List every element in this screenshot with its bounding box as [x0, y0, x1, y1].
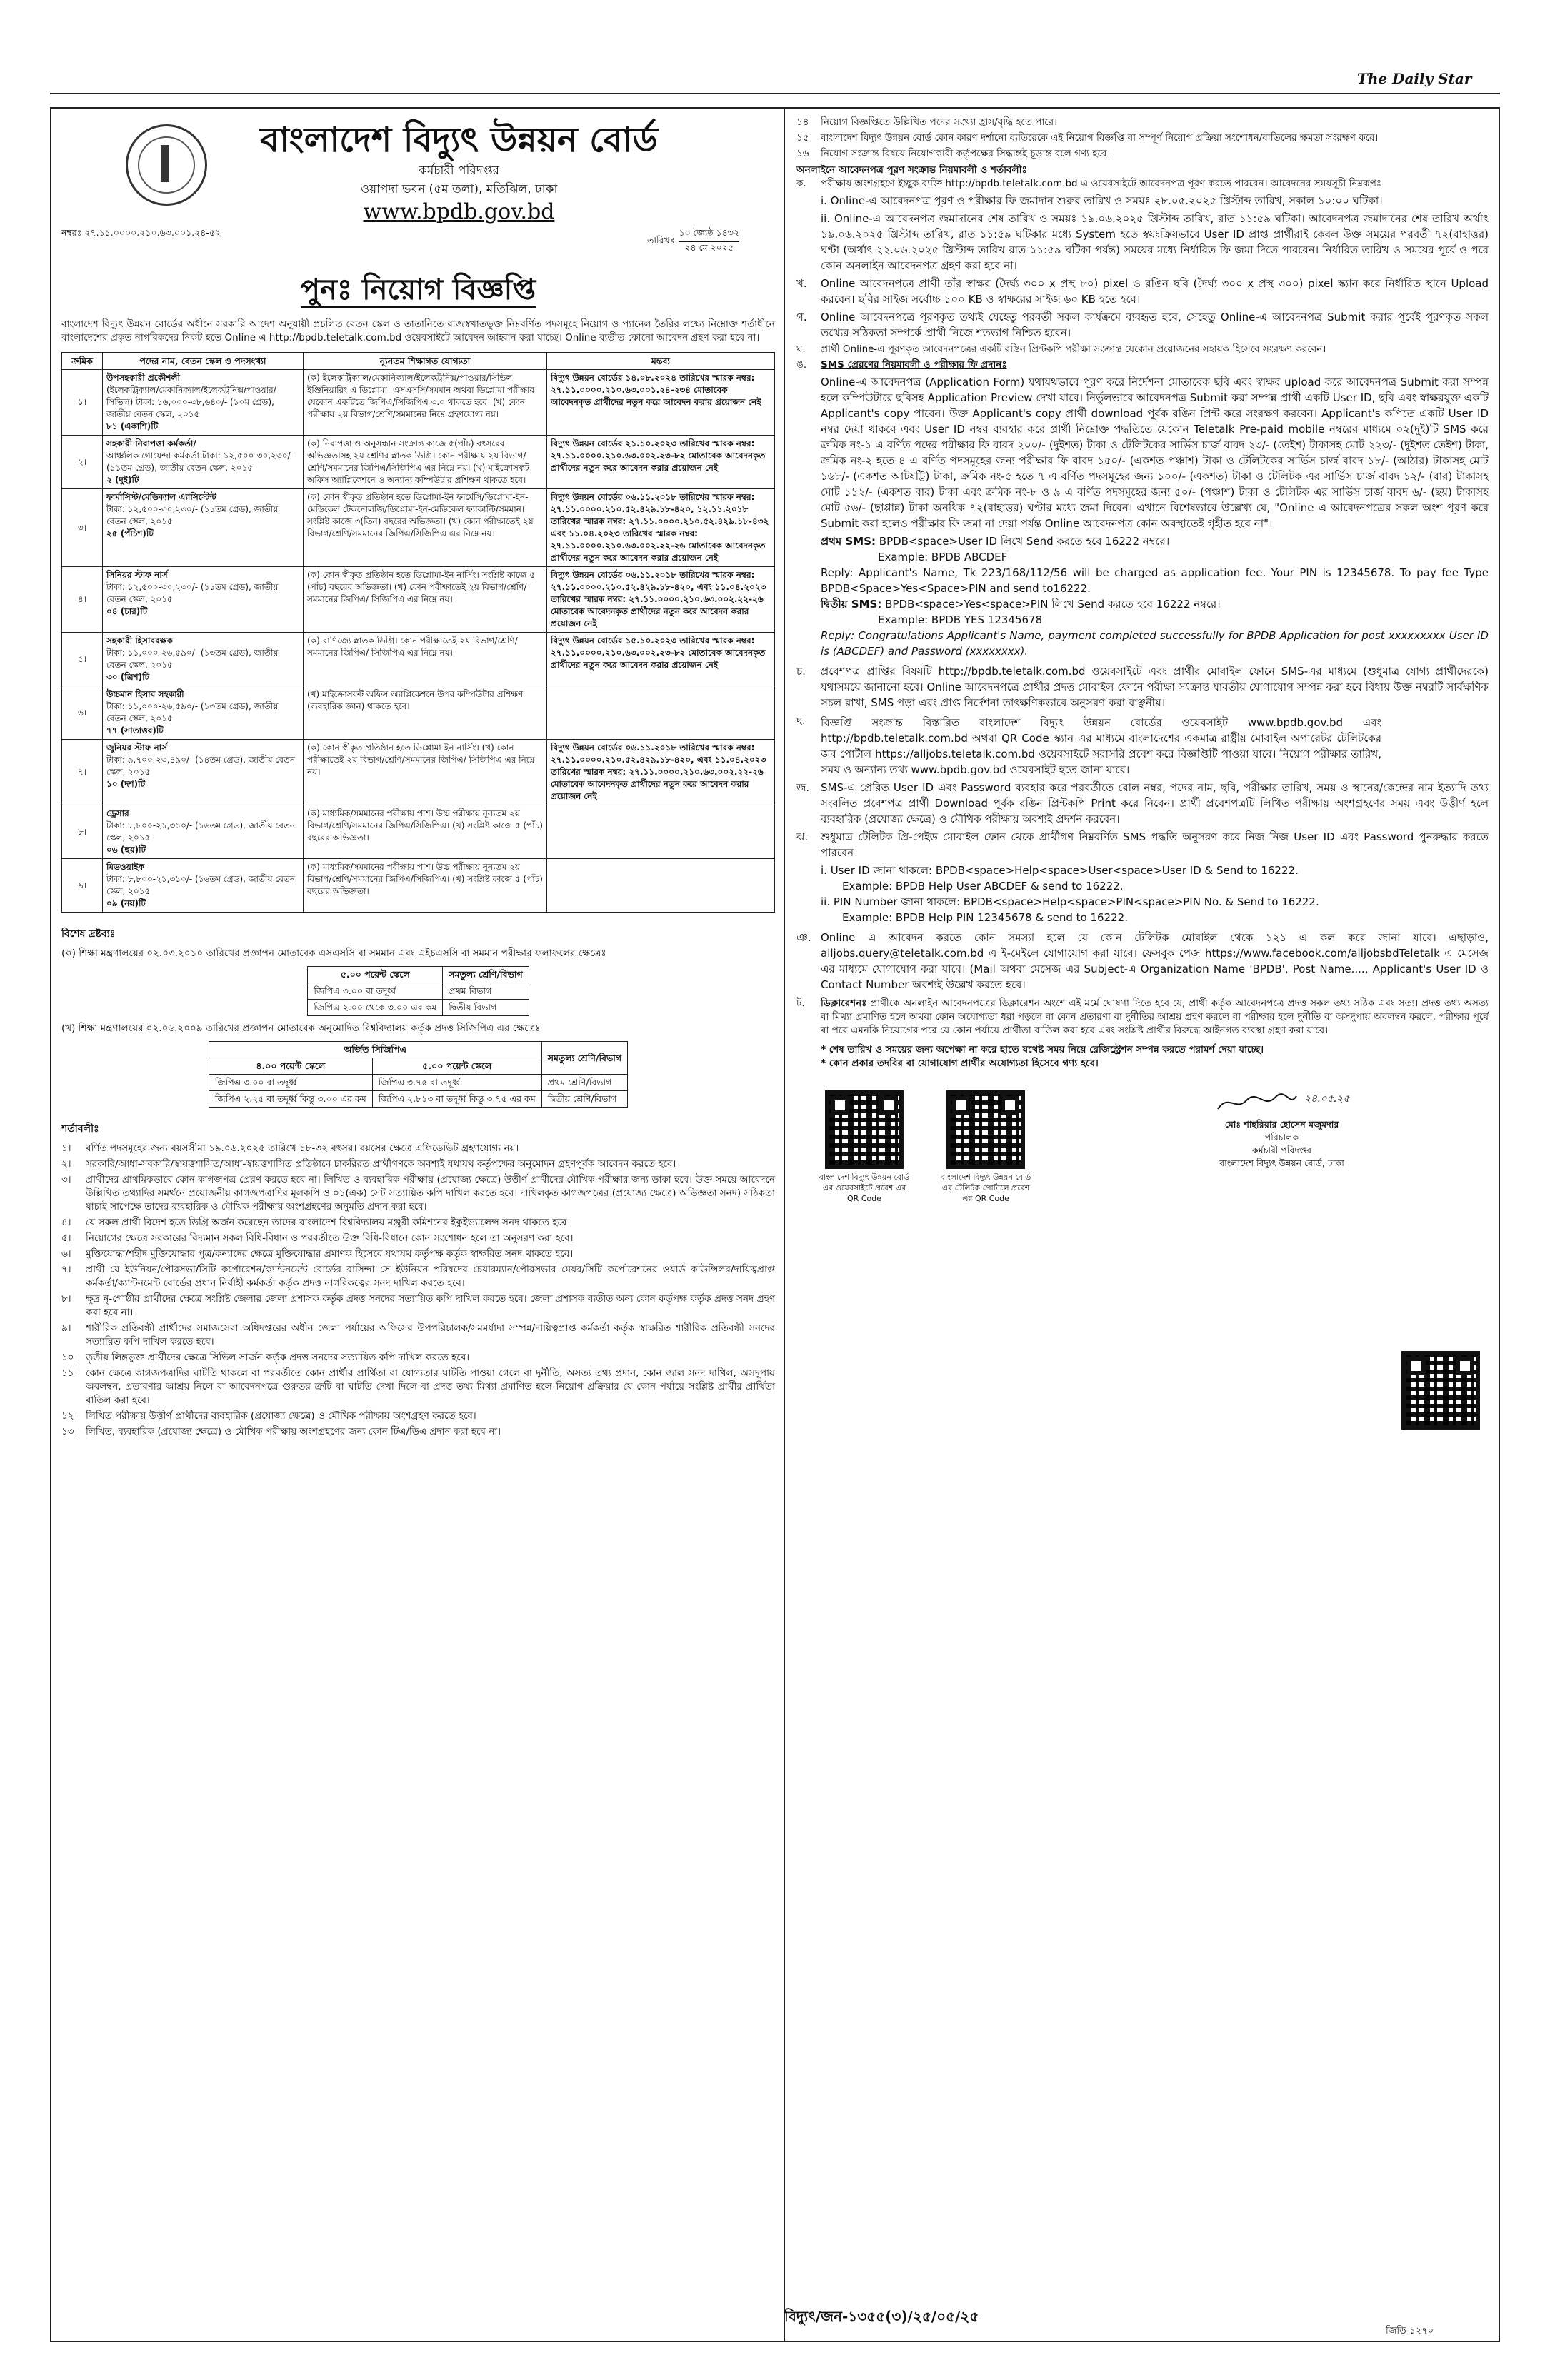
condition-text: লিখিত, ব্যবহারিক (প্রযোজ্য ক্ষেত্রে) ও মৌখিক পরীক্ষায় অংশগ্রহণের জন্য কোন টিএ/ডিএ প্রদান করা হবে না।	[86, 1426, 501, 1437]
declaration-label: ডিক্লারেশনঃ	[821, 998, 867, 1009]
post-scale: টাকা: ৮,৮০০-২১,৩১০/- (১৬তম গ্রেড), জাতীয় বেতন স্কেল, ২০১৫	[106, 874, 296, 896]
condition-text: মুক্তিযোদ্ধা/শহীদ মুক্তিযোদ্ধার পুত্র/কন্যাদের ক্ষেত্রে মুক্তিযোদ্ধার প্রমাণক হিসেবে যথাযথ কর্তৃপক্ষ কর্তৃক স্বাক্ষরিত সনদ থাকতে হবে।	[86, 1248, 574, 1260]
rule-kha: খ. Online আবেদনপত্রে প্রার্থী তাঁর স্বাক্ষর (দৈর্ঘ্য ৩০০ x প্রস্থ ৮০) pixel ও রঙিন ছবি (দৈর্ঘ্য ৩০০ x প্রস্থ ৩০০) pixel স্ক্যান করে নির্ধারিত স্থানে Upload করবেন। ছবির সাইজ সর্বোচ্চ ১০০ KB ও স্বাক্ষরের সাইজ ৬০ KB হতে হবে।	[796, 277, 1489, 306]
teletalk-qr-code-icon[interactable]	[946, 1090, 1025, 1169]
gpa2-cell: জিপিএ ৩.৭৫ বা তদূর্ধ্ব	[372, 1075, 541, 1091]
recovery-pin: ii. PIN Number জানা থাকলে: BPDB<space>Help<space>PIN<space>PIN No. & Send to 16222.	[821, 895, 1319, 908]
footer-reference: বিদ্যুৎ/জন-১৩৫৫(৩)/২৫/০৫/২৫	[784, 2308, 979, 2325]
table-row	[62, 859, 775, 913]
post-name: সিনিয়র স্টাফ নার্স	[106, 570, 168, 580]
rule-umo: Online-এ আবেদনপত্র (Application Form) যথাযথভাবে পূরণ করে নির্দেশনা মোতাবেক ছবি এবং স্বাক্ষর upload করে আবেদনপত্র Submit করা সম্পন্ন হলে কম্পিউটারে ছবিসহ Application Preview দেখা যাবে। নির্ভুলভাবে আবেদনপত্র Submit করা সম্পন্ন প্রার্থী একটি User ID, ছবি এবং স্বাক্ষরযুক্ত একটি Applicant's copy পাবেন। উক্ত Applicant's copy প্রার্থী download পূর্বক রঙিন প্রিন্ট করে সংরক্ষণ করবেন। Applicant's কপিতে একটি User ID নম্বর দেয়া থাকবে এবং User ID নম্বর ব্যবহার করে প্রার্থী নিম্নোক্ত পদ্ধতিতে যেকোন Teletalk Pre-paid mobile নম্বরের মাধ্যমে ০২(দুই)টি SMS করে ক্রমিক নং-১ এ বর্ণিত পদের পরীক্ষার ফি বাবদ ২০০/- (দুইশত) টাকা ও টেলিটকের সার্ভিস চার্জ বাবদ ২৩/- (তেইশ) টাকাসহ মোট ২২৩/- (দুইশত তেইশ) টাকা, ক্রমিক নং-২ হতে ৪ এ বর্ণিত পদসমূহের জন্য পরীক্ষার ফি বাবদ ১৫০/- (একশত পঞ্চাশ) টাকা ও টেলিটকের সার্ভিস চার্জ বাবদ ১৮/- (আঠার) টাকাসহ মোট ১৬৮/- (একশত আটষট্টি) টাকা, ক্রমিক নং-৫ হতে ৭ এ বর্ণিত পদসমূহের জন্য ১০০/- (একশত) টাকা ও টেলিটক এর সার্ভিস চার্জ বাবদ ১২/- (বার) টাকাসহ মোট ১১২/- (একশত বার) টাকা এবং ক্রমিক নং-৮ ও ৯ এ বর্ণিত পদসমূহের জন্য ৫০/- (পঞ্চাশ) টাকা ও টেলিটক এর সার্ভিস চার্জ বাবদ ৬/- (ছয়) টাকাসহ মোট ৫৬/- (ছাপ্পান্ন) টাকা অনধিক ৭২(বাহাত্তর) ঘণ্টার মধ্যে জমা দিবেন। এখানে বিশেষভাবে উল্লেখ্য যে, "Online এ আবেদনপত্রের সকল অংশ পূরণ করে Submit করা হলেও পরীক্ষার ফি জমা না দেয়া পর্যন্ত Online আবেদনপত্র কোন অবস্থাতেই গৃহীত হবে না"।	[821, 376, 1489, 530]
gpa2-cell: প্রথম শ্রেণি/বিভাগ	[541, 1075, 627, 1091]
condition-number: ১।	[61, 1143, 71, 1154]
qr-caption-1: বাংলাদেশ বিদ্যুৎ উন্নয়ন বোর্ড এর ওয়েবসাইটে প্রবেশ এর QR Code	[819, 1173, 910, 1203]
post-name: সহকারী নিরাপত্তা কর্মকর্তা/	[106, 438, 196, 448]
row-qualification: (ক) ইলেকট্রিক্যাল/মেকানিক্যাল/ইলেকট্রনিক্স/পাওয়ার/সিভিল ইঞ্জিনিয়ারিং এ ডিপ্লোমা। এসএসসি/সমমান অথবা ডিপ্লোমা পরীক্ষার যেকোন একটিতে জিপিএ/সিজিপিএ ৩.০ থাকতে হবে। (খ) কোন পরীক্ষায় ২য় বিভাগ/শ্রেণি/সমমানের নিম্নে গ্রহণযোগ্য নয়।	[304, 370, 547, 436]
row-remark: বিদ্যুৎ উন্নয়ন বোর্ডের ০৬.১১.২০১৮ তারিখের স্মারক নম্বর: ২৭.১১.০০০০.২১০.৫২.৪২৯.১৮-৪২০, এবং ১১.০৪.২০২৩ তারিখের স্মারক নম্বর: ২৭.১১.০০০০.২১০.৬৩.০০২.২২-২৬ মোতাবেক আবেদনকৃত প্রার্থীদের নতুন করে আবেদন করার প্রয়োজন নেই	[547, 740, 775, 805]
gpa2-cell: দ্বিতীয় শ্রেণি/বিভাগ	[541, 1091, 627, 1108]
condition-item	[61, 1410, 775, 1423]
condition-item	[61, 1232, 775, 1245]
condition-item	[796, 116, 1489, 129]
row-remark: বিদ্যুৎ উন্নয়ন বোর্ডের ০৬.১১.২০১৮ তারিখের স্মারক নম্বর: ২৭.১১.০০০০.২১০.৫২.৪২৯.১৮-৪২০, ১২.১১.২০১৮ তারিখের স্মারক নম্বর: ২৭.১১.০০০০.২১০.৫২.৪২৯.১৮-৪৩২ এবং ১১.০৪.২০২৩ তারিখের স্মারক নম্বর: ২৭.১১.০০০০.২১০.৬৩.০০২.২২-২৬ মোতাবেক আবেদনকৃত প্রার্থীদের নতুন করে আবেদন করার প্রয়োজন নেই	[547, 489, 775, 567]
rule-ja: জ. SMS-এ প্রেরিত User ID এবং Password ব্যবহার করে পরবর্তীতে রোল নম্বর, পদের নাম, ছবি, পরীক্ষার তারিখ, সময় ও স্থানের/কেন্দ্রের নাম ইত্যাদি তথ্য সংবলিত প্রবেশপত্র প্রার্থী Download পূর্বক রঙিন প্রিন্টকপি Print করে নিবেন। প্রার্থী প্রবেশপত্রটি লিখিত পরীক্ষায় অংশগ্রহণের সময় এবং উত্তীর্ণ হলে ব্যবহারিক (প্রযোজ্য ক্ষেত্রে) ও মৌখিক পরীক্ষায় অবশ্যই প্রদর্শন করবেন।	[796, 781, 1489, 825]
post-count: ০৯ (নয়)টি	[106, 898, 146, 908]
post-scale: টাকা: ৯,৭০০-২৩,৪৯০/- (১৪তম গ্রেড), জাতীয় বেতন স্কেল, ২০১৫	[106, 755, 296, 777]
bottom-block	[796, 1090, 1489, 1204]
table-row	[62, 686, 775, 740]
condition-text: শারীরিক প্রতিবন্ধী প্রার্থীদের সমাজসেবা অধিদপ্তরের অধীন জেলা পর্যায়ের অফিসের উপপরিচালক/সমমর্যাদা সম্পন্ন/দায়িত্বপ্রাপ্ত কর্মকর্তা কর্তৃক স্বাক্ষরিত শারীরিক প্রতিবন্ধী সনদের সত্যায়িত কপি দাখিল করতে হবে।	[86, 1322, 775, 1347]
organization-name: বাংলাদেশ বিদ্যুৎ উন্নয়ন বোর্ড	[260, 120, 658, 160]
rule-ka-i: i. Online-এ আবেদনপত্র পূরণ ও পরীক্ষার ফি জমাদান শুরুর তারিখ ও সময়ঃ ২৮.০৫.২০২৫ খ্রিস্টাব্দ তারিখ, সকাল ১০:০০ ঘটিকা।	[821, 194, 1383, 207]
signature-block	[1075, 1090, 1489, 1170]
post-scale: টাকা: ১১,০০০-২৬,৫৯০/- (১৩তম গ্রেড), জাতীয় বেতন স্কেল, ২০১৫	[106, 701, 279, 723]
gpa-table-2	[209, 1041, 628, 1108]
memo-number: নম্বরঃ ২৭.১১.০০০০.২১০.৬৩.০০১.২৪-৫২	[61, 227, 221, 238]
rule-ka: ক. পরীক্ষায় অংশগ্রহণে ইচ্ছুক ব্যক্তি http://bpdb.teletalk.com.bd এ ওয়েবসাইটে আবেদনপত্র পূরণ করতে পারবেন। আবেদনের সময়সূচী নিম্নরূপঃ	[796, 178, 1382, 189]
advice-note: * শেষ তারিখ ও সময়ের জন্য অপেক্ষা না করে হাতে যথেষ্ট সময় নিয়ে রেজিস্ট্রেশন সম্পন্ন করতে পরামর্শ দেয়া যাচ্ছে।	[821, 1044, 1264, 1055]
sms2-reply: Reply: Congratulations Applicant's Name, payment completed successfully for BPDB Application for post xxxxxxxxx User ID is (ABCDEF) and Password (xxxxxxxx).	[821, 629, 1489, 658]
rule-umo-heading: ঙ. SMS প্রেরণের নিয়মাবলী ও পরীক্ষার ফি প্রদানঃ	[796, 359, 1007, 371]
post-name: উপসহকারী প্রকৌশলী	[106, 373, 180, 383]
date-label: তারিখঃ	[646, 234, 675, 246]
row-post	[103, 633, 304, 686]
department-name: কর্মচারী পরিদপ্তর	[418, 164, 500, 178]
condition-number: ৫।	[61, 1232, 71, 1244]
recovery-userid-example: Example: BPDB Help User ABCDEF & send to 16222.	[842, 880, 1124, 893]
declaration-text: প্রার্থীকে অনলাইন আবেদনপত্রের ডিক্লারেশন অংশে এই মর্মে ঘোষণা দিতে হবে যে, প্রার্থী কর্তৃক আবেদনপত্রে প্রদত্ত সকল তথ্য সঠিক এবং সত্য। প্রদত্ত তথ্য অসত্য বা মিথ্যা প্রমাণিত হলে অথবা কোন অযোগ্যতা ধরা পড়লে বা কোন প্রতারণা বা দুর্নীতির আশ্রয় গ্রহণ করলে বা পরীক্ষার হলে দুর্নীতি বা অসদুপায় অবলম্বন করলে, পরীক্ষার পূর্বে বা পরে এমনকি নিয়োগের পরে যে কোন পর্যায়ে প্রার্থীতা বাতিল করা হবে এবং সংশ্লিষ্ট প্রার্থীর বিরুদ্ধে আইনগত ব্যবস্থা গ্রহণ করা যাবে।	[821, 998, 1489, 1036]
row-qualification: (ক) কোন স্বীকৃত প্রতিষ্ঠান হতে ডিপ্লোমা-ইন ফার্মেসি/ডিপ্লোমা-ইন-মেডিকেল টেকনোলজি/ডিপ্লোমা-ইন-মেডিকেল ফ্যাকাল্টি/সমমান। সংশ্লিষ্ট কাজে ৩(তিন) বছরের অভিজ্ঞতা। (খ) কোন পরীক্ষাতেই ২য় বিভাগ/শ্রেণি/সমমানের জিপিএ/সিজিপিএ এর নিম্নে নয়।	[304, 489, 547, 567]
condition-number: ২।	[61, 1158, 71, 1170]
signatory-title: পরিচালক	[1264, 1132, 1299, 1143]
condition-number: ১৪।	[796, 116, 813, 128]
rule-ka-ii: ii. Online-এ আবেদনপত্র জমাদানের শেষ তারিখ ও সময়ঃ ১৯.০৬.২০২৫ খ্রিস্টাব্দ তারিখ, রাত ১১:৫৯ ঘটিকা। আবেদনপত্র জমাদানের শেষ তারিখ অর্থাৎ ১৯.০৬.২০২৫ খ্রিস্টাব্দ তারিখ, রাত ১১:৫৯ ঘটিকার মধ্যে System হতে স্বয়ংক্রিয়ভাবে User ID প্রাপ্ত প্রার্থীরাই কেবল উক্ত সময়ের পরবর্তী ৭২(বাহাত্তর) ঘণ্টা (অর্থাৎ ২২.০৬.২০২৫ খ্রিস্টাব্দ তারিখ রাত ১১:৫৯ ঘটিকা পর্যন্ত) সময়ের মধ্যে নির্ধারিত ফি জমা দিতে পারবেন। নির্ধারিত তারিখ ও সময়ের পূর্বে ও পরে কোন অনলাইন আবেদনপত্র গ্রহণ করা হবে না।	[821, 212, 1489, 272]
special-note-a: (ক) শিক্ষা মন্ত্রণালয়ের ০২.০৩.২০১০ তারিখের প্রজ্ঞাপন মোতাবেক এসএসসি বা সমমান এবং এইচএসসি বা সমমান পরীক্ষার ফলাফলের ক্ষেত্রেঃ	[61, 948, 606, 959]
right-column	[784, 109, 1501, 2341]
row-serial: ৮।	[62, 805, 103, 859]
signatory-dept: কর্মচারী পরিদপ্তর	[1251, 1145, 1312, 1155]
row-qualification: (ক) বাণিজ্যে স্নাতক ডিগ্রি। কোন পরীক্ষাতেই ২য় বিভাগ/শ্রেণি/সমমানের জিপিএ/ সিজিপিএ এর নিম্নে নয়।	[304, 633, 547, 686]
gpa1-cell: দ্বিতীয় বিভাগ	[443, 1000, 529, 1016]
notice-header	[61, 119, 775, 226]
condition-number: ৭।	[61, 1264, 71, 1275]
condition-number: ১১।	[61, 1367, 78, 1379]
post-scale: (ইলেকট্রিক্যাল/মেকানিক্যাল/ইলেকট্রনিক্স/পাওয়ার/সিভিল) টাকা: ১৬,০০০-৩৮,৬৪০/- (১০ম গ্রেড), জাতীয় বেতন স্কেল, ২০১৫	[106, 385, 276, 419]
condition-text: নিয়োগ সংক্রান্ত বিষয়ে নিয়োগকারী কর্তৃপক্ষের সিদ্ধান্তই চূড়ান্ত বলে গণ্য হবে।	[821, 148, 1111, 159]
condition-text: ক্ষুদ্র নৃ-গোষ্ঠীর প্রার্থীদের ক্ষেত্রে সংশ্লিষ্ট জেলার জেলা প্রশাসক কর্তৃক প্রদত্ত সনদের সত্যায়িত কপি দাখিল করতে হবে। জেলা প্রশাসক ব্যতীত অন্য কোন কর্তৃপক্ষ কর্তৃক প্রদত্ত সনদ গ্রহণ করা হবে না।	[86, 1293, 775, 1318]
left-column	[51, 109, 784, 2341]
office-address: ওয়াপদা ভবন (৫ম তলা), মতিঝিল, ঢাকা	[360, 182, 558, 196]
row-remark: বিদ্যুৎ উন্নয়ন বোর্ডের ১৫.১০.২০২৩ তারিখের স্মারক নম্বর: ২৭.১১.০০০০.২১০.৬৩.০০২.২৩-৮২ মোতাবেক আবেদনকৃত প্রার্থীদের নতুন করে আবেদন করার প্রয়োজন নেই	[547, 633, 775, 686]
post-count: ২৫ (পঁচিশ)টি	[106, 528, 154, 538]
warning-note: * কোন প্রকার তদবির বা যোগাযোগ প্রার্থীর অযোগ্যতা হিসেবে গণ্য হবে।	[821, 1058, 1099, 1069]
post-scale: টাকা: ১২,৫০০-৩০,২৩০/- (১১তম গ্রেড), জাতীয় বেতন স্কেল, ২০১৫	[106, 582, 279, 604]
post-name: মিডওয়াইফ	[106, 862, 145, 872]
date-english: ২৪ মে ২০২৫	[684, 242, 734, 253]
recovery-pin-example: Example: BPDB Help PIN 12345678 & send to 16222.	[842, 911, 1128, 924]
bpdb-logo-icon	[126, 124, 207, 206]
table-row	[62, 567, 775, 633]
condition-item	[61, 1247, 775, 1261]
condition-number: ১৬।	[796, 148, 813, 159]
notice-title: পুনঃ নিয়োগ বিজ্ঞপ্তি	[61, 269, 775, 311]
gpa2-cell: জিপিএ ২.২৫ বা তদূর্ধ্ব কিন্তু ৩.০০ এর কম	[209, 1091, 372, 1108]
post-scale: টাকা: ১১,০০০-২৬,৫৯০/- (১৩তম গ্রেড), জাতীয় বেতন স্কেল, ২০১৫	[106, 648, 279, 670]
row-post	[103, 567, 304, 633]
row-post	[103, 686, 304, 740]
newspaper-masthead: The Daily Star	[1357, 70, 1472, 87]
row-remark	[547, 859, 775, 913]
post-count: ০৬ (ছয়)টি	[106, 845, 146, 855]
table-row	[62, 436, 775, 489]
condition-number: ১০।	[61, 1352, 78, 1363]
signatory-org: বাংলাদেশ বিদ্যুৎ উন্নয়ন বোর্ড, ঢাকা	[1219, 1158, 1344, 1168]
post-scale: টাকা: ৮,৮০০-২১,৩১০/- (১৬তম গ্রেড), জাতীয় বেতন স্কেল, ২০১৫	[106, 820, 296, 843]
condition-item	[61, 1292, 775, 1320]
condition-text: তৃতীয় লিঙ্গভুক্ত প্রার্থীদের ক্ষেত্রে সিভিল সার্জন কর্তৃক প্রদত্ত সনদের সত্যায়িত কপি দাখিল করতে হবে।	[86, 1352, 470, 1363]
post-name: উচ্চমান হিসাব সহকারী	[106, 689, 184, 699]
special-note-heading: বিশেষ দ্রষ্টব্যঃ	[61, 928, 116, 940]
row-remark	[547, 686, 775, 740]
memo-line	[61, 227, 775, 256]
post-count: ৭৭ (সাতাত্তর)টি	[106, 725, 164, 735]
condition-text: যে সকল প্রার্থী বিদেশ হতে ডিগ্রি অর্জন করেছেন তাদের বাংলাদেশ বিশ্ববিদ্যালয় মঞ্জুরী কমিশনের ইকুইভ্যালেন্স সনদ থাকতে হবে।	[86, 1217, 571, 1228]
table-row	[62, 489, 775, 567]
sms-instructions	[796, 533, 1489, 659]
condition-number: ৯।	[61, 1322, 71, 1334]
row-qualification: (ক) নিরাপত্তা ও অনুসন্ধান সংক্রান্ত কাজে ৫(পাঁচ) বৎসরের অভিজ্ঞতাসহ ২য় শ্রেণির স্নাতক ডিগ্রি। কোন পরীক্ষায় ২য় বিভাগ/শ্রেণি/সমমানের জিপিএ/সিজিপিএ এর নিম্নে নয়। (খ) মাইক্রোসফট অফিস অ্যাপ্লিকেশনে ও অন্যান্য কম্পিউটার প্রশিক্ষণ থাকতে হবে।	[304, 436, 547, 489]
row-post	[103, 489, 304, 567]
condition-text: বাংলাদেশ বিদ্যুৎ উন্নয়ন বোর্ড কোন কারণ দর্শানো ব্যতিরেকে এই নিয়োগ বিজ্ঞপ্তি বা সম্পূর্ণ নিয়োগ প্রক্রিয়া সংশোধন/বাতিলের ক্ষমতা সংরক্ষণ করে।	[821, 132, 1379, 144]
row-post	[103, 436, 304, 489]
gpa-table-1	[307, 966, 529, 1016]
conditions-list	[61, 1142, 775, 1439]
posts-table	[61, 352, 775, 913]
table-row	[62, 805, 775, 859]
gpa2-cell: জিপিএ ২.৮১৩ বা তদূর্ধ্ব কিন্তু ৩.৭৫ এর কম	[372, 1091, 541, 1108]
condition-text: নিয়োগ বিজ্ঞপ্তিতে উল্লিখিত পদের সংখ্যা হ্রাস/বৃদ্ধি হতে পারে।	[821, 116, 1057, 128]
condition-item	[796, 147, 1489, 161]
condition-number: ৬।	[61, 1248, 71, 1260]
gpa2-group-header: অর্জিত সিজিপিএ	[209, 1042, 541, 1058]
qr-caption-2: বাংলাদেশ বিদ্যুৎ উন্নয়ন বোর্ড এর টেলিটক পোর্টালে প্রবেশ এর QR Code	[940, 1173, 1031, 1203]
table-row	[62, 633, 775, 686]
condition-number: ৩।	[61, 1174, 71, 1185]
post-scale: আঞ্চলিক গোয়েন্দা কর্মকর্তা টাকা: ১২,৫০০-৩০,২৩০/- (১১তম গ্রেড), জাতীয় বেতন স্কেল, ২০১৫	[106, 451, 294, 473]
post-count: ১০ (দশ)টি	[106, 779, 146, 789]
condition-item	[61, 1263, 775, 1290]
post-name: ফার্মাসিস্ট/মেডিক্যাল এ্যাসিস্টেন্ট	[106, 492, 216, 502]
row-qualification: (ক) মাধ্যমিক/সমমানের পরীক্ষায় পাশ। উচ্চ পরীক্ষায় নূন্যতম ২য় বিভাগ/শ্রেণি/সমমানের জিপিএ/সিজিপিএ। (খ) সংশ্লিষ্ট কাজে ৫ (পাঁচ) বছরের অভিজ্ঞতা।	[304, 805, 547, 859]
sms1-label: প্রথম SMS:	[821, 535, 876, 548]
top-rule	[50, 93, 1500, 94]
condition-text: নিয়োগের ক্ষেত্রে সরকারের বিদ্যমান সকল বিধি-বিধান ও পরবর্তীতে উক্ত বিধি-বিধানে কোন সংশোধন হলে তা অনুসরণ করা হবে।	[86, 1232, 574, 1244]
recovery-instructions	[796, 863, 1489, 925]
col-qualification: ন্যূনতম শিক্ষাগত যোগ্যতা	[304, 353, 547, 370]
condition-text: প্রার্থীদের প্রাথমিকভাবে কোন কাগজপত্র প্রেরণ করতে হবে না। লিখিত ও ব্যবহারিক পরীক্ষায় (প্রযোজ্য ক্ষেত্রে) উত্তীর্ণ প্রার্থীদের মৌখিক পরীক্ষার জন্য ডাকা হবে। উক্ত সময়ে আবেদনে উল্লিখিত তথ্যাদির সমর্থনে প্রয়োজনীয় কাগজপত্রাদির মূলকপি ও ০১(এক) সেট সত্যায়িত কপি দাখিল করতে হবে। দাখিলকৃত কাগজপত্রের (প্রযোজ্য ক্ষেত্রে) অভিজ্ঞতা সনদ) সঠিকতা যাচাই সাপেক্ষে তাদের ব্যবহারিক ও মৌখিক পরীক্ষায় অংশগ্রহণের অনুমতি প্রদান করা হবে।	[86, 1174, 775, 1212]
row-qualification: (ক) কোন স্বীকৃত প্রতিষ্ঠান হতে ডিপ্লোমা-ইন নার্সিং। (খ) কোন পরীক্ষাতেই ২য় বিভাগ/শ্রেণি/সমমানের জিপিএ/ সিজিপিএ এর নিম্নে নয়।	[304, 740, 547, 805]
condition-number: ১৫।	[796, 132, 813, 144]
rule-nya: ঞ. Online এ আবেদন করতে কোন সমস্যা হলে যে কোন টেলিটক মোবাইল থেকে ১২১ এ কল করে জানা যাবে। এছাড়াও, alljobs.query@teletalk.com.bd এ ই-মেইলে যোগাযোগ করা যাবে। ফেসবুক পেজ https://www.facebook.com/alljobsbdTeletalk এ মেসেজ এর মাধ্যমে যোগাযোগ করা যাবে। (Mail অথবা মেসেজ এর Subject-এ Organization Name 'BPDB', Post Name...., Applicant's User ID ও Contact Number অবশ্যই উল্লেখ করতে হবে।	[796, 931, 1489, 991]
condition-item	[61, 1142, 775, 1155]
conditions-continued	[796, 116, 1489, 161]
condition-item	[796, 131, 1489, 145]
row-serial: ৩।	[62, 489, 103, 567]
rule-jha: ঝ. শুধুমাত্র টেলিটক প্রি-পেইড মোবাইল ফোন থেকে প্রার্থীগণ নিম্নবর্ণিত SMS পদ্ধতি অনুসরণ করে নিজ নিজ User ID এবং Password পুনরুদ্ধার করতে পারবেন।	[796, 830, 1489, 859]
special-note-b: (খ) শিক্ষা মন্ত্রণালয়ের ০২.০৬.২০০৯ তারিখের প্রজ্ঞাপন মোতাবেক অনুমোদিত বিশ্ববিদ্যালয় কর্তৃক প্রদত্ত সিজিপিএ এর ক্ষেত্রেঃ	[61, 1023, 541, 1034]
gpa2-header-5pt: ৫.০০ পয়েন্ট স্কেলে	[372, 1058, 541, 1075]
row-serial: ৬।	[62, 686, 103, 740]
post-count: ৮১ (একাশি)টি	[106, 421, 159, 431]
rule-cha: চ. প্রবেশপত্র প্রাপ্তির বিষয়টি http://bpdb.teletalk.com.bd ওয়েবসাইটে এবং প্রার্থীর মোবাইল ফোনে SMS-এর মাধ্যমে (শুধুমাত্র যোগ্য প্রার্থীদেরকে) যথাসময়ে জানানো হবে। Online আবেদনপত্রে প্রার্থীর প্রদত্ত মোবাইল ফোনে পরীক্ষা সংক্রান্ত যাবতীয় যোগাযোগ সম্পন্ন করা হবে বিধায় উক্ত নম্বরটি সার্বক্ষণিক সচল রাখা, SMS পড়া এবং প্রাপ্ত নির্দেশনা তাৎক্ষণিকভাবে অনুসরণ করা বাঞ্ছনীয়।	[796, 665, 1489, 709]
online-rules-heading: অনলাইনে আবেদনপত্র পূরণ সংক্রান্ত নিয়মাবলী ও শর্তাবলীঃ	[796, 164, 1027, 176]
date-bangla: ১০ জ্যৈষ্ঠ ১৪৩২	[679, 227, 739, 242]
condition-text: বর্ণিত পদসমূহের জন্য বয়সসীমা ১৯.০৬.২০২৫ তারিখে ১৮-৩২ বৎসর। বয়সের ক্ষেত্রে এফিডেভিট গ্রহণযোগ্য নয়।	[86, 1143, 519, 1154]
signature-date: ২৪.০৫.২৫	[1304, 1093, 1350, 1105]
condition-item	[61, 1425, 775, 1439]
row-qualification: (ক) মাধ্যমিক/সমমানের পরীক্ষায় পাশ। উচ্চ পরীক্ষায় নূন্যতম ২য় বিভাগ/শ্রেণি/সমমানের জিপিএ/সিজিপিএ। (খ) সংশ্লিষ্ট কাজে ৫ (পাঁচ) বছরের অভিজ্ঞতা।	[304, 859, 547, 913]
row-serial: ৫।	[62, 633, 103, 686]
gpa2-cell: জিপিএ ৩.০০ বা তদূর্ধ্ব	[209, 1075, 372, 1091]
condition-number: ১২।	[61, 1410, 78, 1422]
row-serial: ২।	[62, 436, 103, 489]
bpdb-qr-code-icon[interactable]	[825, 1090, 904, 1169]
gpa2-header-equiv: সমতুল্য শ্রেণি/বিভাগ	[541, 1042, 627, 1075]
condition-item	[61, 1173, 775, 1214]
row-qualification: (খ) মাইক্রোসফট অফিস অ্যাপ্লিকেশনে উপর কম্পিউটার প্রশিক্ষণ (ব্যবহারিক জ্ঞান) থাকতে হবে।	[304, 686, 547, 740]
gpa1-cell: জিপিএ ২.০০ থেকে ৩.০০ এর কম	[308, 1000, 443, 1016]
table-row	[62, 740, 775, 805]
signatory-name: মোঃ শাহরিয়ার হোসেন মজুমদার	[1224, 1119, 1339, 1130]
gpa1-header-scale: ৫.০০ পয়েন্ট স্কেলে	[308, 967, 443, 983]
sms1-text: BPDB<space>User ID লিখে Send করতে হবে 16222 নম্বরে।	[879, 535, 1170, 548]
gpa2-header-4pt: ৪.০০ পয়েন্ট স্কেলে	[209, 1058, 372, 1075]
condition-text: কোন ক্ষেত্রে কাগজপত্রাদির ঘাটতি থাকলে বা পরবর্তীতে কোন প্রার্থীর প্রার্থিতা বা যোগ্যতার ঘাটতি পাওয়া গেলে বা দুর্নীতি, অসত্য তথ্য প্রদান, কোন জাল সনদ দাখিল, অসদুপায় অবলম্বন, প্রতারণার আশ্রয় নিলে বা আবেদনপত্রে গুরুতর ত্রুটি বা ঘাটতি দেখা দিলে বা প্রদত্ত তথ্য মিথ্যা প্রমাণিত হলে নিয়োগ প্রক্রিয়ার যে কোন পর্যায়ে সংশ্লিষ্ট প্রার্থীর প্রার্থিতা বাতিল করা হবে।	[86, 1367, 775, 1406]
row-serial: ১।	[62, 370, 103, 436]
website-qr-code-icon[interactable]	[1401, 1351, 1480, 1430]
condition-number: ৪।	[61, 1217, 71, 1228]
post-count: ০৪ (চার)টি	[106, 606, 148, 616]
condition-text: প্রার্থী যে ইউনিয়ন/পৌরসভা/সিটি কর্পোরেশন/ক্যান্টনমেন্ট বোর্ডের বাসিন্দা সে ইউনিয়ন পরিষদের চেয়ারম্যান/পৌরসভার মেয়র/সিটি কর্পোরেশনের ওয়ার্ড কাউন্সিলর/দায়িত্বপ্রাপ্ত কর্মকর্তা/ক্যান্টনমেন্ট বোর্ডের প্রধান নির্বাহী কর্মকর্তা কর্তৃক প্রদত্ত নাগরিকত্বের সনদ দাখিল করতে হবে।	[86, 1264, 775, 1289]
signature-icon	[1075, 1090, 1489, 1118]
post-count: ৩০ (ত্রিশ)টি	[106, 672, 150, 682]
row-serial: ৯।	[62, 859, 103, 913]
row-serial: ৭।	[62, 740, 103, 805]
row-post	[103, 859, 304, 913]
conditions-heading: শর্তাবলীঃ	[61, 1123, 99, 1135]
col-post: পদের নাম, বেতন স্কেল ও পদসংখ্যা	[103, 353, 304, 370]
post-scale: টাকা: ১২,৫০০-৩০,২৩০/- (১১তম গ্রেড), জাতীয় বেতন স্কেল, ২০১৫	[106, 504, 279, 526]
website-link[interactable]: www.bpdb.gov.bd	[363, 199, 555, 224]
row-remark: বিদ্যুৎ উন্নয়ন বোর্ডের ২১.১০.২০২৩ তারিখের স্মারক নম্বর: ২৭.১১.০০০০.২১০.৬৩.০০২.২৩-৮২ মোতাবেক আবেদনকৃত প্রার্থীদের নতুন করে আবেদন করার প্রয়োজন নেই	[547, 436, 775, 489]
col-serial: ক্রমিক	[62, 353, 103, 370]
condition-item	[61, 1351, 775, 1365]
post-count: ২ (দুই)টি	[106, 475, 139, 485]
rule-gha: ঘ. প্রার্থী Online-এ পূরণকৃত আবেদনপত্রের একটি রঙিন প্রিন্টকপি পরীক্ষা সংক্রান্ত যেকোন প্রয়োজনের সহায়ক হিসেবে সংরক্ষণ করবেন।	[796, 343, 1326, 355]
row-qualification: (ক) কোন স্বীকৃত প্রতিষ্ঠান হতে ডিপ্লোমা-ইন নার্সিং। সংশ্লিষ্ট কাজে ৫ (পাঁচ) বছরের অভিজ্ঞতা। (খ) কোন পরীক্ষাতেই ২য় বিভাগ/শ্রেণি/সমমানের জিপিএ/ সিজিপিএ এর নিম্নে নয়।	[304, 567, 547, 633]
row-serial: ৪।	[62, 567, 103, 633]
row-post	[103, 805, 304, 859]
condition-item	[61, 1216, 775, 1230]
advertisement-frame	[50, 107, 1500, 2342]
table-row	[62, 370, 775, 436]
sms1-reply: Reply: Applicant's Name, Tk 223/168/112/56 will be charged as application fee. Your PIN is 12345678. To pay fee Type BPDB<Space>Yes<Space>PIN and send to16222.	[821, 566, 1489, 595]
col-remark: মন্তব্য	[547, 353, 775, 370]
condition-number: ১৩।	[61, 1426, 78, 1437]
condition-number: ৮।	[61, 1293, 71, 1305]
rule-ga: গ. Online আবেদনপত্রে পূরণকৃত তথ্যই যেহেতু পরবর্তী সকল কার্যক্রমে ব্যবহৃত হবে, সেহেতু Online-এ আবেদনপত্র Submit করার পূর্বেই পূরণকৃত সকল তথ্যের সঠিকতা সম্পর্কে প্রার্থী নিজে শতভাগ নিশ্চিত হবেন।	[796, 311, 1489, 339]
sms2-text: BPDB<space>Yes<space>PIN লিখে Send করতে হবে 16222 নম্বরে।	[885, 598, 1221, 611]
sms1-example: Example: BPDB ABCDEF	[878, 551, 1008, 563]
sms2-example: Example: BPDB YES 12345678	[878, 613, 1043, 626]
row-remark: বিদ্যুৎ উন্নয়ন বোর্ডের ১৪.০৮.২০২৪ তারিখের স্মারক নম্বর: ২৭.১১.০০০০.২১০.৬৩.০০১.২৪-২৩৪ মোতাবেক আবেদনকৃত প্রার্থীদের নতুন করে আবেদন করার প্রয়োজন নেই	[547, 370, 775, 436]
post-name: সহকারী হিসাবরক্ষক	[106, 636, 173, 646]
condition-item	[61, 1367, 775, 1407]
rule-ta: ট. ডিক্লারেশনঃ প্রার্থীকে অনলাইন আবেদনপত্রের ডিক্লারেশন অংশে এই মর্মে ঘোষণা দিতে হবে যে, প্রার্থী কর্তৃক আবেদনপত্রে প্রদত্ত সকল তথ্য সঠিক এবং সত্য। প্রদত্ত তথ্য অসত্য বা মিথ্যা প্রমাণিত হলে অথবা কোন অযোগ্যতা ধরা পড়লে বা কোন প্রতারণা বা দুর্নীতির আশ্রয় গ্রহণ করলে বা পরীক্ষার হলে দুর্নীতি বা অসদুপায় অবলম্বন করলে, পরীক্ষার পূর্বে বা পরে এমনকি নিয়োগের পরে যে কোন পর্যায়ে প্রার্থীতা বাতিল করা হবে এবং সংশ্লিষ্ট প্রার্থীর বিরুদ্ধে আইনগত ব্যবস্থা গ্রহণ করা যাবে।	[796, 998, 1489, 1036]
condition-item	[61, 1158, 775, 1171]
gpa1-cell: প্রথম বিভাগ	[443, 983, 529, 1000]
gd-number: জিডি-১২৭০	[1386, 2326, 1434, 2336]
condition-item	[61, 1322, 775, 1349]
gpa1-header-equiv: সমতুল্য শ্রেণি/বিভাগ	[443, 967, 529, 983]
row-post	[103, 740, 304, 805]
gpa1-cell: জিপিএ ৩.০০ বা তদূর্ধ্ব	[308, 983, 443, 1000]
row-remark	[547, 805, 775, 859]
rule-chha: ছ. বিজ্ঞপ্তি সংক্রান্ত বিস্তারিত বাংলাদেশ বিদ্যুৎ উন্নয়ন বোর্ডের ওয়েবসাইট www.bpdb.gov.bd এবং http://bpdb.teletalk.com.bd অথবা QR Code স্ক্যান এর মাধ্যমে বাংলাদেশের একমাত্র রাষ্ট্রীয় মোবাইল অপারেটর টেলিটকের জব পোর্টাল https://alljobs.teletalk.com.bd ওয়েবসাইটে সরাসরি প্রবেশ করে বিজ্ঞপ্তিটি পাওয়া যাবে। নিয়োগ পরীক্ষার তারিখ, সময় ও অন্যান্য তথ্য www.bpdb.gov.bd ওয়েবসাইট হতে জানা যাবে।	[796, 715, 1381, 776]
intro-paragraph: বাংলাদেশ বিদ্যুৎ উন্নয়ন বোর্ডের অধীনে সরকারি আদেশ অনুযায়ী প্রচলিত বেতন স্কেল ও তাতানিতে রাজস্বখাতভুক্ত নিম্নবর্ণিত পদসমূহে নিয়োগ ও প্যানেল তৈরির লক্ষ্যে নিম্নোক্ত শর্তাধীনে বাংলাদেশের প্রকৃত নাগরিকদের নিকট হতে Online এ http://bpdb.teletalk.com.bd ওয়েবসাইটে আবেদন আহ্বান করা যাচ্ছে। Online ব্যতীত কোনো আবেদন গ্রহণ করা হবে না।	[61, 318, 775, 343]
sms2-label: দ্বিতীয় SMS:	[821, 598, 882, 611]
row-remark: বিদ্যুৎ উন্নয়ন বোর্ডের ০৬.১১.২০১৮ তারিখের স্মারক নম্বর: ২৭.১১.০০০০.২১০.৫২.৪২৯.১৮-৪২০, এবং ১১.০৪.২০২৩ তারিখের স্মারক নম্বর: ২৭.১১.০০০০.২১০.৬৩.০০২.২২-২৬ মোতাবেক আবেদনকৃত প্রার্থীদের নতুন করে আবেদন করার প্রয়োজন নেই	[547, 567, 775, 633]
condition-text: সরকারি/আধা-সরকারি/স্বায়ত্তশাসিত/আধা-স্বায়ত্তশাসিত প্রতিষ্ঠানে চাকরিরত প্রার্থীগণকে অবশ্যই যথাযথ কর্তৃপক্ষের অনুমোদন গ্রহণপূর্বক আবেদন করতে হবে।	[86, 1158, 676, 1170]
recovery-userid: i. User ID জানা থাকলে: BPDB<space>Help<space>User<space>User ID & Send to 16222.	[821, 864, 1299, 877]
condition-text: লিখিত পরীক্ষায় উত্তীর্ণ প্রার্থীদের ব্যবহারিক (প্রযোজ্য ক্ষেত্রে) ও মৌখিক পরীক্ষায় অংশগ্রহণ করতে হবে।	[86, 1410, 476, 1422]
row-post	[103, 370, 304, 436]
post-name: ড্রেসার	[106, 808, 129, 818]
qr-block-2	[939, 1090, 1032, 1204]
post-name: জুনিয়র স্টাফ নার্স	[106, 743, 168, 753]
qr-block-1	[818, 1090, 911, 1204]
